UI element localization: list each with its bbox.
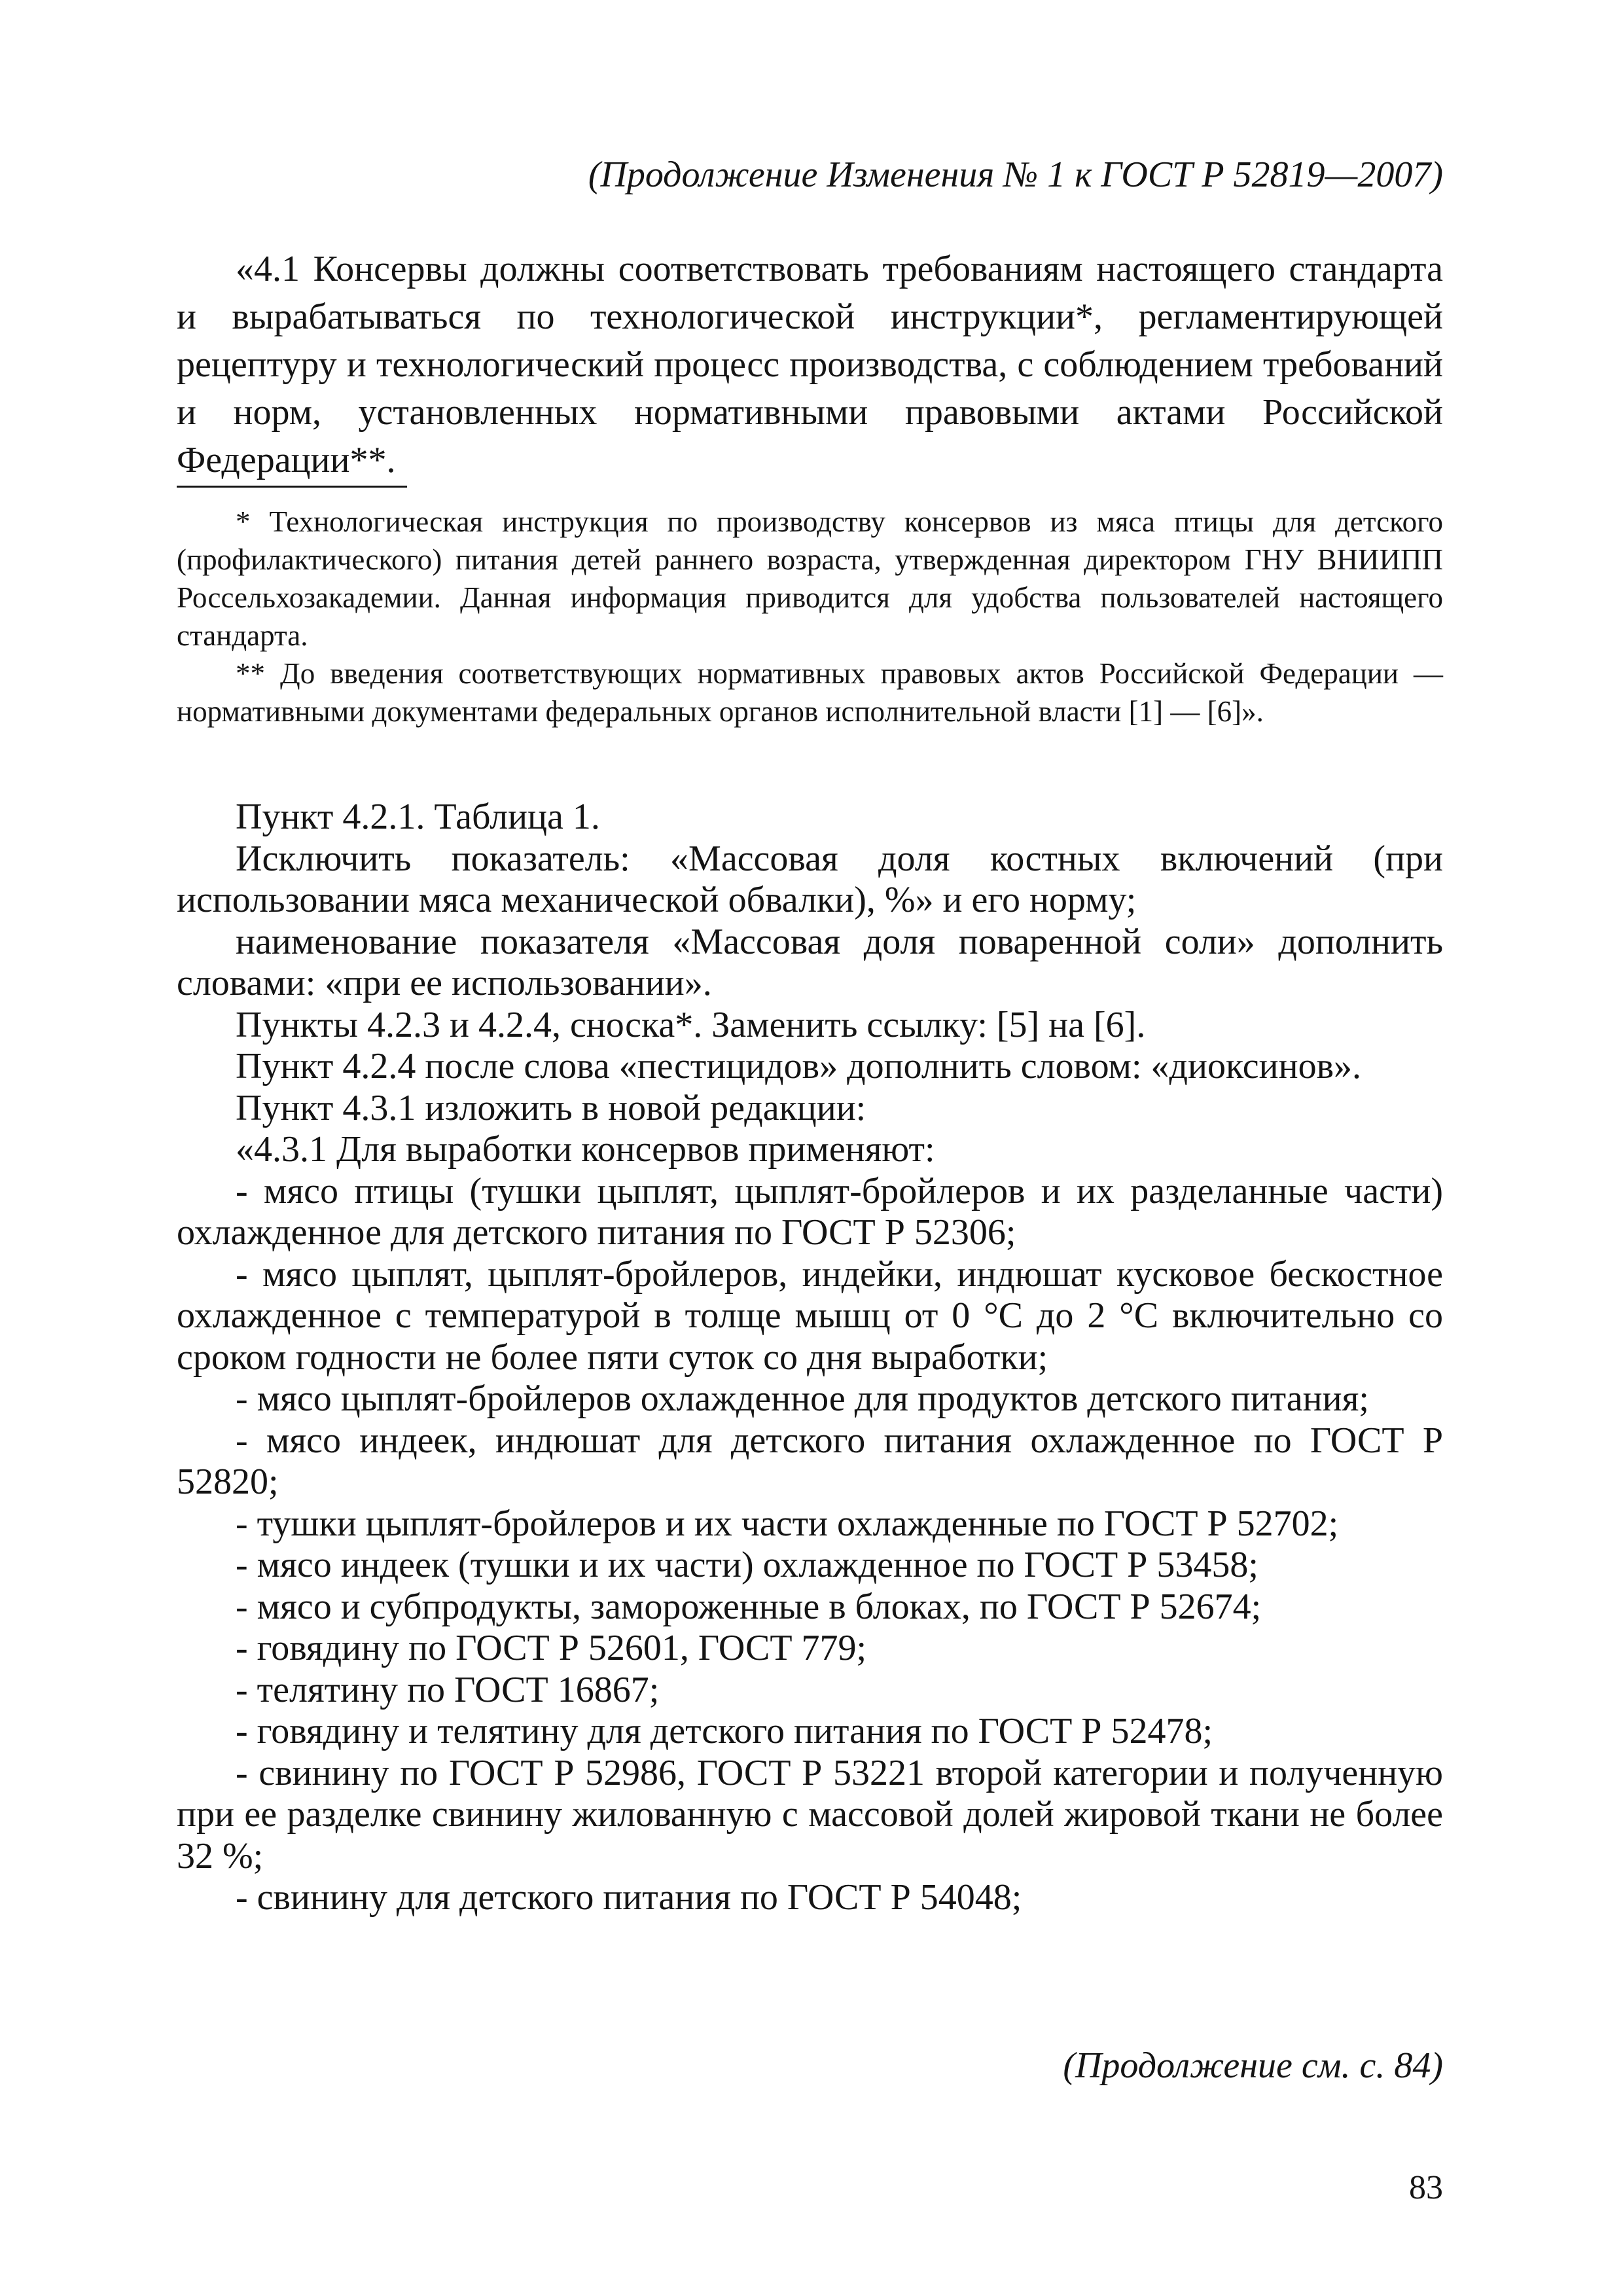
list-item: - говядину и телятину для детского питания по ГОСТ Р 52478;	[236, 1711, 1213, 1751]
continued-note: (Продолжение см. с. 84)	[1063, 2045, 1443, 2086]
footnote-2: ** До введения соответствующих нормативных правовых актов Российской Федерации — нормативными документами федеральных органов исполнительной власти [1] — [6]».	[177, 657, 1443, 728]
body-paragraph: «4.3.1 Для выработки консервов применяют:	[236, 1129, 935, 1170]
footnotes-section	[177, 503, 1443, 730]
list-item: - мясо индеек (тушки и их части) охлажденное по ГОСТ Р 53458;	[236, 1545, 1258, 1585]
footnote-separator	[177, 486, 407, 488]
paragraph-4-1: «4.1 Консервы должны соответствовать требованиям настоящего стандарта и вырабатываться по технологической инструкции*, регламентирующей рецептуру и технологический процесс производства, с соблюдением требований и норм, установленных нормативными правовыми актами Российской Федерации**.	[177, 249, 1443, 480]
document-page	[177, 0, 1443, 2296]
body-paragraph: Пункты 4.2.3 и 4.2.4, сноска*. Заменить ссылку: [5] на [6].	[236, 1004, 1146, 1045]
footnote-1: * Технологическая инструкция по производству консервов из мяса птицы для детского (профилактического) питания детей раннего возраста, утвержденная директором ГНУ ВНИИПП Россельхозакадемии. Данная информация приводится для удобства пользователей настоящего стандарта.	[177, 505, 1443, 652]
list-item: - мясо и субпродукты, замороженные в блоках, по ГОСТ Р 52674;	[236, 1586, 1262, 1627]
body-paragraph: Пункт 4.3.1 изложить в новой редакции:	[236, 1087, 866, 1128]
intro-section	[177, 245, 1443, 484]
body-paragraph: Пункт 4.2.1. Таблица 1.	[236, 797, 600, 837]
body-paragraph: наименование показателя «Массовая доля поваренной соли» дополнить словами: «при ее использовании».	[177, 921, 1443, 1003]
body-paragraph: Пункт 4.2.4 после слова «пестицидов» дополнить словом: «диоксинов».	[236, 1046, 1362, 1086]
list-item: - говядину по ГОСТ Р 52601, ГОСТ 779;	[236, 1628, 867, 1668]
list-item: - свинину по ГОСТ Р 52986, ГОСТ Р 53221 второй категории и полученную при ее разделке свинину жилованную с массовой долей жировой ткани не более 32 %;	[177, 1752, 1443, 1876]
list-item: - мясо птицы (тушки цыплят, цыплят-бройлеров и их разделанные части) охлажденное для детского питания по ГОСТ Р 52306;	[177, 1170, 1443, 1253]
amendments-body	[177, 797, 1443, 1919]
list-item: - мясо цыплят-бройлеров охлажденное для продуктов детского питания;	[236, 1378, 1369, 1419]
body-paragraph: Исключить показатель: «Массовая доля костных включений (при использовании мяса механической обвалки), %» и его норму;	[177, 838, 1443, 920]
list-item: - тушки цыплят-бройлеров и их части охлажденные по ГОСТ Р 52702;	[236, 1503, 1339, 1544]
list-item: - свинину для детского питания по ГОСТ Р 54048;	[236, 1877, 1022, 1918]
list-item: - телятину по ГОСТ 16867;	[236, 1669, 660, 1710]
list-item: - мясо цыплят, цыплят-бройлеров, индейки, индюшат кусковое бескостное охлажденное с температурой в толще мышц от 0 °С до 2 °С включительно со сроком годности не более пяти суток со дня выработки;	[177, 1253, 1443, 1378]
running-header: (Продолжение Изменения № 1 к ГОСТ Р 52819—2007)	[588, 154, 1443, 195]
page-number: 83	[1409, 2169, 1443, 2206]
list-item: - мясо индеек, индюшат для детского питания охлажденное по ГОСТ Р 52820;	[177, 1420, 1443, 1502]
